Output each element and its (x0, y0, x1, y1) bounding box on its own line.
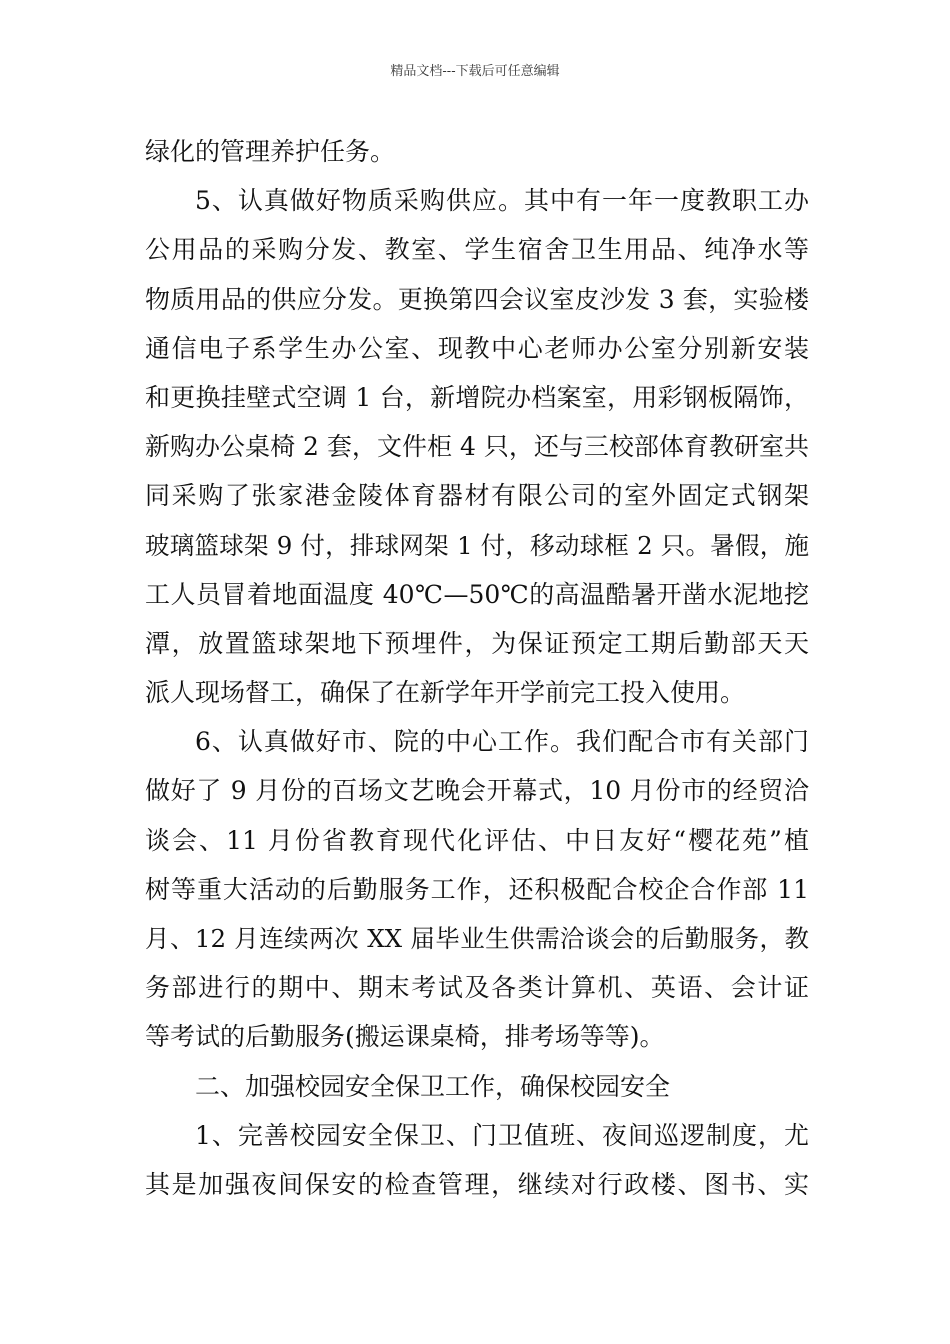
body-line: 同采购了张家港金陵体育器材有限公司的室外固定式钢架 (145, 481, 809, 511)
body-line: 公用品的采购分发、教室、学生宿舍卫生用品、纯净水等 (145, 235, 809, 265)
body-line: 二、加强校园安全保卫工作，确保校园安全 (195, 1071, 671, 1101)
body-line: 务部进行的期中、期末考试及各类计算机、英语、会计证 (145, 973, 809, 1003)
body-line: 玻璃篮球架 9 付，排球网架 1 付，移动球框 2 只。暑假，施 (145, 530, 809, 560)
document-body (145, 127, 809, 1209)
page-header: 精品文档---下载后可任意编辑 (390, 64, 560, 79)
body-line: 工人员冒着地面温度 40℃—50℃的高温酷暑开凿水泥地挖 (145, 579, 809, 609)
body-line: 1、完善校园安全保卫、门卫值班、夜间巡逻制度，尤 (195, 1120, 809, 1150)
body-line: 6、认真做好市、院的中心工作。我们配合市有关部门 (195, 727, 809, 757)
body-line: 潭，放置篮球架地下预埋件，为保证预定工期后勤部天天 (145, 628, 809, 658)
body-line: 谈会、11 月份省教育现代化评估、中日友好“樱花苑”植 (145, 825, 809, 855)
body-line: 其是加强夜间保安的检查管理，继续对行政楼、图书、实 (145, 1169, 809, 1199)
body-line: 树等重大活动的后勤服务工作，还积极配合校企合作部 11 (145, 874, 809, 904)
body-line: 派人现场督工，确保了在新学年开学前完工投入使用。 (145, 678, 746, 708)
body-line: 5、认真做好物质采购供应。其中有一年一度教职工办 (195, 186, 809, 216)
body-line: 做好了 9 月份的百场文艺晚会开幕式，10 月份市的经贸洽 (145, 776, 809, 806)
body-line: 新购办公桌椅 2 套，文件柜 4 只，还与三校部体育教研室共 (145, 432, 809, 462)
body-line: 和更换挂壁式空调 1 台，新增院办档案室，用彩钢板隔饰， (145, 382, 809, 412)
body-line: 月、12 月连续两次 XX 届毕业生供需洽谈会的后勤服务，教 (145, 924, 809, 953)
body-line: 等考试的后勤服务(搬运课桌椅，排考场等等)。 (145, 1022, 665, 1052)
body-line: 绿化的管理养护任务。 (145, 137, 396, 166)
body-line: 通信电子系学生办公室、现教中心老师办公室分别新安装 (145, 333, 809, 363)
body-line: 物质用品的供应分发。更换第四会议室皮沙发 3 套，实验楼 (145, 284, 809, 314)
